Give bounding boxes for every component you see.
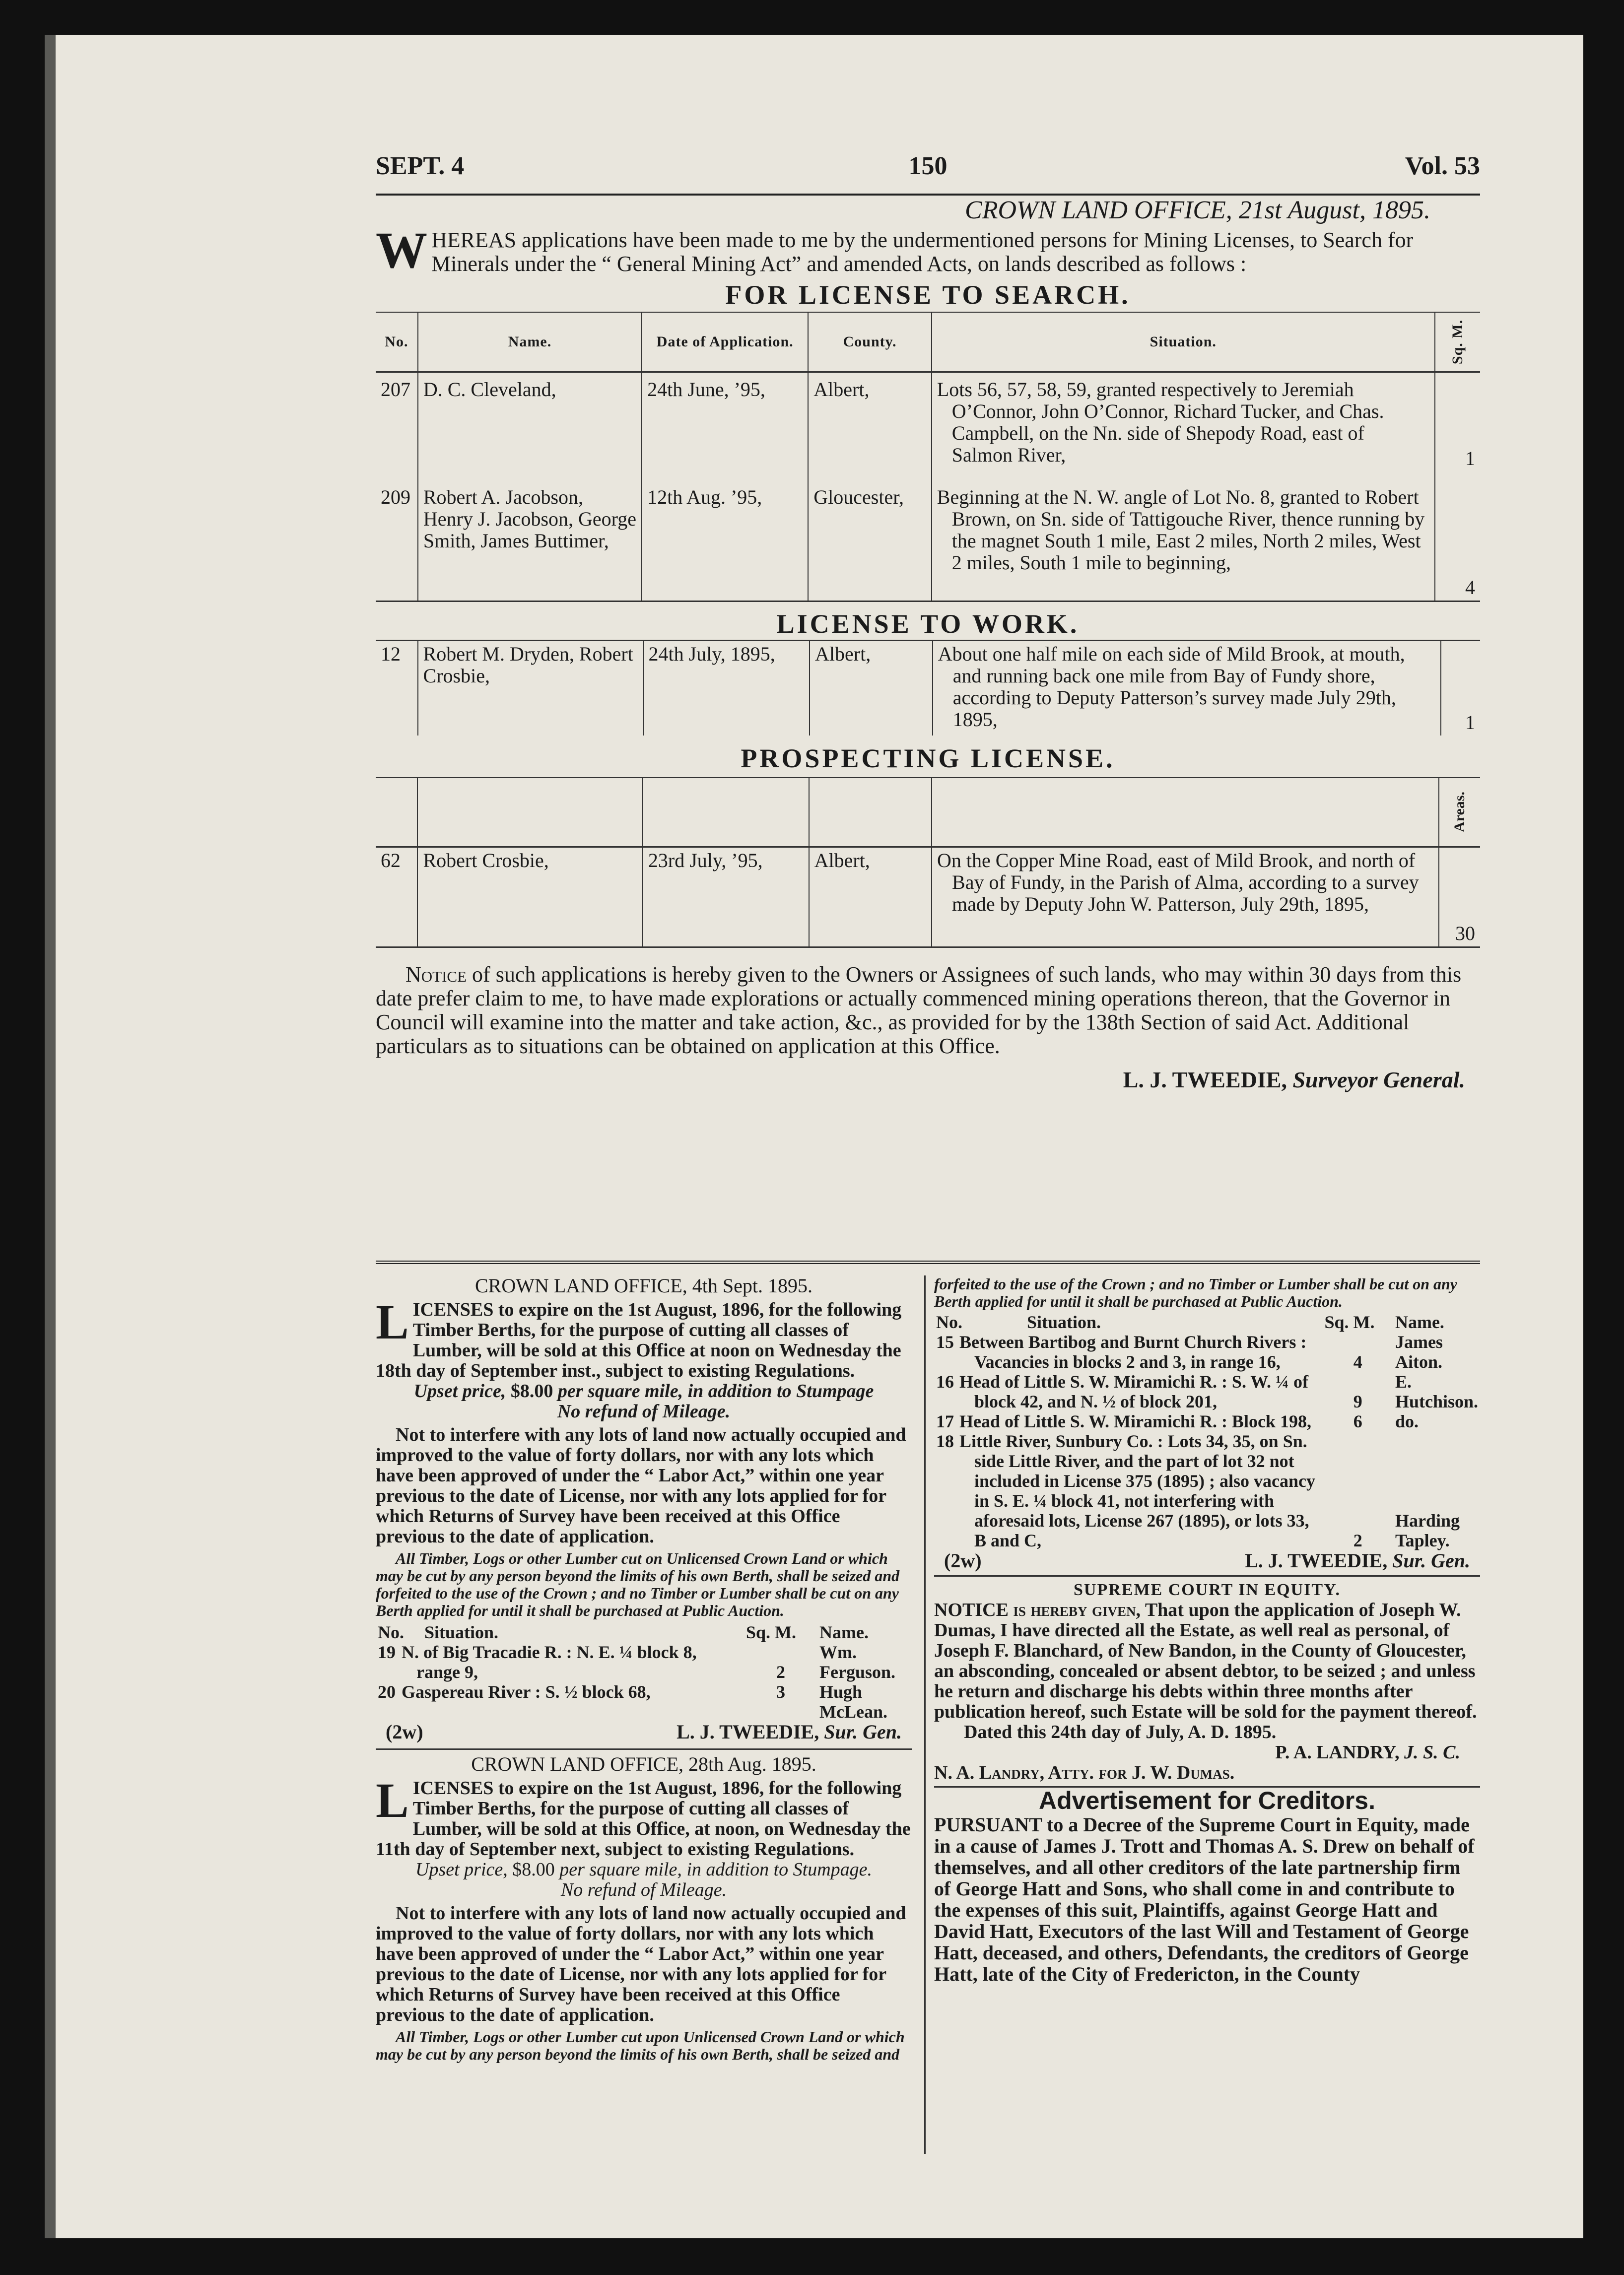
- creditors-body: PURSUANT to a Decree of the Supreme Court in Equity, made in a cause of James J. Trott and Thomas A. S. Drew on behalf of themselves, and all other creditors of the late partnership firm of George Hatt and Sons, who shall come in and contribute to the expenses of this suit, Plaintiffs, against George Hatt and David Hatt, Executors of the last Will and Testament of George Hatt, deceased, and others, Defendants, the creditors of George Hatt, late of the City of Fredericton, in the County: [934, 1813, 1475, 1985]
- row-situation: On the Copper Mine Road, east of Mild Brook, and north of Bay of Fundy, in the Parish of Alma, according to a survey made by Deputy John W. Patterson, July 29th, 1895,: [932, 847, 1439, 946]
- equity-dated: Dated this 24th day of July, A. D. 1895.: [964, 1722, 1277, 1742]
- row-no: 209: [381, 485, 410, 508]
- intro-paragraph: [376, 222, 1480, 279]
- row-sqm: 4: [1435, 471, 1480, 601]
- running-header: [376, 151, 1480, 186]
- prospecting-table: [376, 777, 1480, 946]
- row-date: 23rd July, ’95,: [643, 847, 809, 946]
- ad2-conditions: Not to interfere with any lots of land now actually occupied and improved to the value of forty dollars, nor with any lots which have been approved of under the “ Labor Act,” within one year previous to the date of License, nor with any lots applied for for which Returns of Survey have been received at this Office previous to the date of application.: [376, 1903, 906, 2025]
- ad1-heading: CROWN LAND OFFICE, 4th Sept. 1895.: [474, 1274, 813, 1297]
- table-header-row: [376, 312, 1480, 372]
- search-table: [376, 312, 1480, 601]
- work-table: [376, 641, 1480, 736]
- table-row: [376, 847, 1480, 946]
- prospecting-title: PROSPECTING LICENSE.: [741, 743, 1115, 773]
- ad1-seizure: All Timber, Logs or other Lumber cut on Unlicensed Crown Land or which may be cut by any person beyond the limits of his own Berth, shall be seized and forfeited to the use of the Crown ; and no Timber or Lumber shall be cut on any Berth applied for until it shall be purchased at Public Auction.: [376, 1549, 900, 1619]
- row-situation: Lots 56, 57, 58, 59, granted respectively to Jeremiah O’Connor, John O’Connor, Richard Tucker, and Chas. Campbell, on the Nn. side of Shepody Road, east of Salmon River,: [932, 372, 1435, 471]
- row-county: Gloucester,: [808, 471, 931, 601]
- equity-body: NOTICE is hereby given, That upon the application of Joseph W. Dumas, I have directed all the Estate, as well real as personal, of Joseph F. Blanchard, of New Bandon, in the County of Gloucester, an absconding, concealed or absent debtor, to be seized ; and unless he return and discharge his debts within three months after publication hereof, such Estate will be sold for the payment thereof.: [934, 1600, 1477, 1722]
- ad2-seizure: All Timber, Logs or other Lumber cut upon Unlicensed Crown Land or which may be cut by any person beyond the limits of his own Berth, shall be seized and: [376, 2028, 905, 2063]
- table-row: [376, 372, 1480, 471]
- row-situation: Beginning at the N. W. angle of Lot No. 8, granted to Robert Brown, on Sn. side of Tattigouche River, thence running by the magnet South 1 mile, East 2 miles, North 2 miles, West 2 miles, South 1 mile to beginning,: [932, 471, 1435, 601]
- drop-cap: L: [376, 1773, 409, 1828]
- notice-text: of such applications is hereby given to the Owners or Assignees of such lands, who may within 30 days from this date prefer claim to me, to have made explorations or actually commenced mining operations thereon, that the Governor in Council will examine into the matter and take action, &c., as provided for by the 138th Section of said Act. Additional particulars as to situations can be obtained on application at this Office.: [376, 962, 1462, 1058]
- col-situation: Situation.: [932, 312, 1435, 372]
- row-no: 12: [381, 642, 401, 665]
- col-sqm: Sq. M.: [1449, 319, 1466, 365]
- issue-date: SEPT. 4: [376, 152, 465, 180]
- row-date: 12th Aug. ’95,: [642, 471, 808, 601]
- row-situation: About one half mile on each side of Mild Brook, at mouth, and running back one mile from Bay of Fundy shore, according to Deputy Patterson’s survey made July 29th, 1895,: [933, 641, 1441, 736]
- volume: Vol. 53: [1405, 152, 1480, 180]
- col-no: No.: [376, 312, 418, 372]
- row-name: Robert A. Jacobson, Henry J. Jacobson, George Smith, James Buttimer,: [418, 471, 642, 601]
- col-date: Date of Application.: [642, 312, 808, 372]
- table-header-row: [376, 778, 1480, 847]
- row-date: 24th July, 1895,: [643, 641, 810, 736]
- mining-notice: [376, 196, 1480, 1092]
- column-rule: [924, 1275, 926, 2154]
- col-county: County.: [808, 312, 931, 372]
- ad2-continued: forfeited to the use of the Crown ; and no Timber or Lumber shall be cut on any Berth applied for until it shall be purchased at Public Auction.: [934, 1275, 1457, 1310]
- equity-heading: SUPREME COURT IN EQUITY.: [1073, 1581, 1341, 1599]
- work-title: LICENSE TO WORK.: [776, 608, 1080, 639]
- ad1-body: LICENSES to expire on the 1st August, 1896, for the following Timber Berths, for the purpose of cutting all classes of Lumber, will be sold at this Office at noon on Wednesday the 18th day of September inst., subject to existing Regulations.: [376, 1294, 902, 1381]
- notice-signature: L. J. TWEEDIE, Surveyor General.: [1123, 1067, 1465, 1092]
- row-sqm: 30: [1439, 847, 1480, 946]
- row-no: 62: [381, 849, 401, 871]
- ad-rule: [376, 1748, 912, 1750]
- table-row: 20 Gaspereau River : S. ½ block 68, 3 Hugh McLean.: [378, 1682, 887, 1722]
- drop-cap: L: [376, 1294, 409, 1349]
- newspaper-page: [45, 35, 1583, 2238]
- right-column: [934, 1275, 1480, 1985]
- ad2-signature: (2w) L. J. TWEEDIE, Sur. Gen.: [944, 1549, 1470, 1572]
- equity-attorney: N. A. Landry, Atty. for J. W. Dumas.: [934, 1762, 1235, 1783]
- table-row: 18 Little River, Sunbury Co. : Lots 34, 35, on Sn. side Little River, and the part of lot 32 not included in License 375 (1895) ; also vacancy in S. E. ¼ block 41, not interfering with aforesaid lots, License 267 (1895), or lots 33, B and C, 2 Harding Tapley.: [936, 1431, 1460, 1550]
- row-county: Albert,: [808, 372, 931, 471]
- notice-paragraph: [376, 963, 1480, 1058]
- page-number: 150: [908, 152, 947, 180]
- table-row: 15 Between Bartibog and Burnt Church Rivers : Vacancies in blocks 2 and 3, in range 16, 4 James Aiton.: [936, 1332, 1443, 1372]
- ad1-upset: Upset price, $8.00 per square mile, in addition to Stumpage: [413, 1381, 874, 1402]
- table-row: 16 Head of Little S. W. Miramichi R. : S. W. ¼ of block 42, and N. ½ of block 201, 9 E. Hutchison.: [936, 1372, 1478, 1411]
- row-county: Albert,: [809, 847, 932, 946]
- col-areas: Areas.: [1451, 792, 1468, 833]
- creditors-heading: Advertisement for Creditors.: [1039, 1787, 1375, 1814]
- header-rule: [376, 194, 1480, 196]
- page-content: [334, 35, 1480, 2238]
- ad2-refund: No refund of Mileage.: [560, 1879, 727, 1900]
- row-name: Robert M. Dryden, Robert Crosbie,: [418, 641, 643, 736]
- row-sqm: 1: [1435, 372, 1480, 471]
- row-county: Albert,: [810, 641, 933, 736]
- ad2-body: LICENSES to expire on the 1st August, 1896, for the following Timber Berths, for the purpose of cutting all classes of Lumber, will be sold at this Office, at noon, on Wednesday the 11th day of September next, subject to existing Regulations.: [376, 1773, 911, 1860]
- row-sqm: 1: [1441, 641, 1480, 736]
- row-name: Robert Crosbie,: [417, 847, 642, 946]
- intro-text: HEREAS applications have been made to me by the undermentioned persons for Mining Licenses, to Search for Minerals under the “ General Mining Act” and amended Acts, on lands described as follows :: [431, 228, 1414, 276]
- table-row: [376, 641, 1480, 736]
- row-date: 24th June, ’95,: [642, 372, 808, 471]
- row-no: 207: [381, 378, 410, 401]
- section-rule: [376, 1261, 1480, 1264]
- row-name: D. C. Cleveland,: [418, 372, 642, 471]
- ad2-heading: CROWN LAND OFFICE, 28th Aug. 1895.: [471, 1753, 816, 1775]
- notice-lead: Notice: [406, 962, 467, 987]
- ad1-refund: No refund of Mileage.: [557, 1401, 731, 1422]
- ad1-table: No. Situation. Sq. M. Name. 19 N. of Big Tracadie R. : N. E. ¼ block 8, range 9, 2 Wm. Ferguson. 20 Gaspereau River : S. ½ block 68, 3 Hugh McLean.: [376, 1622, 912, 1722]
- table-rule: [376, 601, 1480, 602]
- ad1-signature: (2w) L. J. TWEEDIE, Sur. Gen.: [386, 1721, 902, 1743]
- ad2-upset: Upset price, $8.00 per square mile, in addition to Stumpage.: [415, 1859, 872, 1880]
- table-row: [376, 471, 1480, 601]
- ad1-conditions: Not to interfere with any lots of land now actually occupied and improved to the value of forty dollars, nor with any lots which have been approved of under the “ Labor Act,” within one year previous to the date of License, nor with any lots applied for for which Returns of Survey have been received at this Office previous to the date of application.: [376, 1424, 906, 1547]
- ad-rule: [934, 1575, 1480, 1577]
- drop-cap: W: [376, 222, 427, 279]
- equity-signature: P. A. LANDRY, J. S. C.: [1275, 1742, 1460, 1763]
- search-title: FOR LICENSE TO SEARCH.: [725, 280, 1131, 310]
- left-column: [376, 1275, 912, 2063]
- office-heading: CROWN LAND OFFICE, 21st August, 1895.: [965, 196, 1430, 224]
- table-row: 19 N. of Big Tracadie R. : N. E. ¼ block 8, range 9, 2 Wm. Ferguson.: [378, 1642, 895, 1682]
- col-name: Name.: [418, 312, 642, 372]
- ad2-table: No. Situation. Sq. M. Name. 15 Between Bartibog and Burnt Church Rivers : Vacancies in blocks 2 and 3, in range 16, 4 James Aiton. 16 Head of Little S. W. Miramichi R. : S. W. ¼ of block 42, and N. ½ of block 201, 9 E. Hutchison. 17 Head of Little S. W. Miramichi R. : Block 198, 6 do. 18 Little River, Sunbury Co. : Lots 34, 35, on Sn. side Little River, and the part of lot 32 not included in License 375 (1895) ; also vacancy in S. E. ¼ block 41, not interfering with aforesaid lots, License 267 (1895), or lots 33, B and C, 2 Harding Tapley.: [934, 1312, 1480, 1550]
- table-rule: [376, 946, 1480, 948]
- table-row: 17 Head of Little S. W. Miramichi R. : Block 198, 6 do.: [936, 1411, 1419, 1431]
